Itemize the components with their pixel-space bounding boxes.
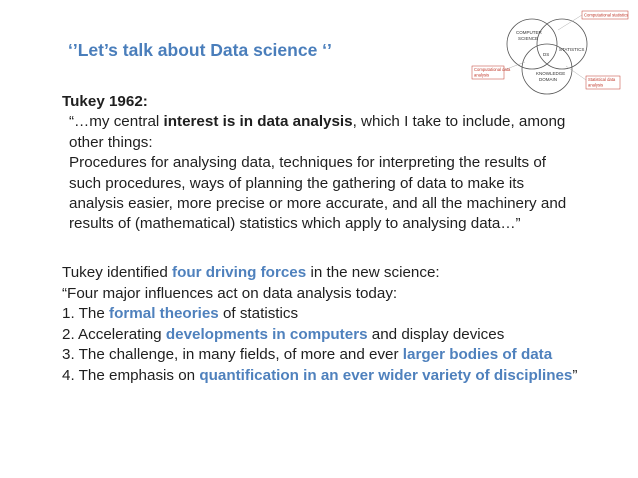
venn-label-knowledge: KNOWLEDGE xyxy=(536,71,566,76)
force-item-2: 2. Accelerating developments in computers and display devices xyxy=(62,325,505,343)
venn-callout-right-2: analysis xyxy=(588,82,604,88)
venn-callout-right-1: Statistical data xyxy=(588,77,616,82)
force-item-3: 3. The challenge, in many fields, of more and ever larger bodies of data xyxy=(62,346,553,364)
quote-line: analysis easier, more precise or more accurate, and all the machinery and xyxy=(69,195,567,213)
quote-line: such procedures, ways of planning the gathering of data to make its xyxy=(69,174,525,192)
slide-title: ‘’Let’s talk about Data science ‘’ xyxy=(68,40,332,60)
venn-label-domain: DOMAIN xyxy=(539,77,557,82)
venn-label-science: SCIENCE xyxy=(518,36,539,41)
force-item-4: 4. The emphasis on quantification in an ever wider variety of disciplines” xyxy=(62,366,578,384)
venn-label-statistics: STATISTICS xyxy=(559,47,585,52)
forces-intro: Tukey identified four driving forces in the new science: xyxy=(62,264,440,281)
quote-line: Procedures for analysing data, techniques for interpreting the results of xyxy=(69,154,546,172)
force-item-1: 1. The formal theories of statistics xyxy=(62,305,299,323)
driving-forces xyxy=(62,263,577,387)
quote-line: other things: xyxy=(69,133,153,151)
data-science-venn-diagram xyxy=(470,4,630,104)
venn-callout-left-2: analysis xyxy=(474,72,490,78)
quote-line: “…my central interest is in data analysis, which I take to include, among xyxy=(69,113,566,131)
venn-callout-left-1: Computational data xyxy=(474,67,511,72)
quote-line: results of (mathematical) statistics which apply to analysing data…” xyxy=(69,215,521,233)
venn-callout-top: Computational statistics xyxy=(584,12,629,18)
forces-quote-intro: “Four major influences act on data analysis today: xyxy=(62,284,398,302)
venn-label-computer: COMPUTER xyxy=(516,30,542,35)
quote-heading: Tukey 1962: xyxy=(62,93,148,110)
venn-label-center: DS xyxy=(543,52,550,57)
tukey-quote xyxy=(62,92,566,235)
